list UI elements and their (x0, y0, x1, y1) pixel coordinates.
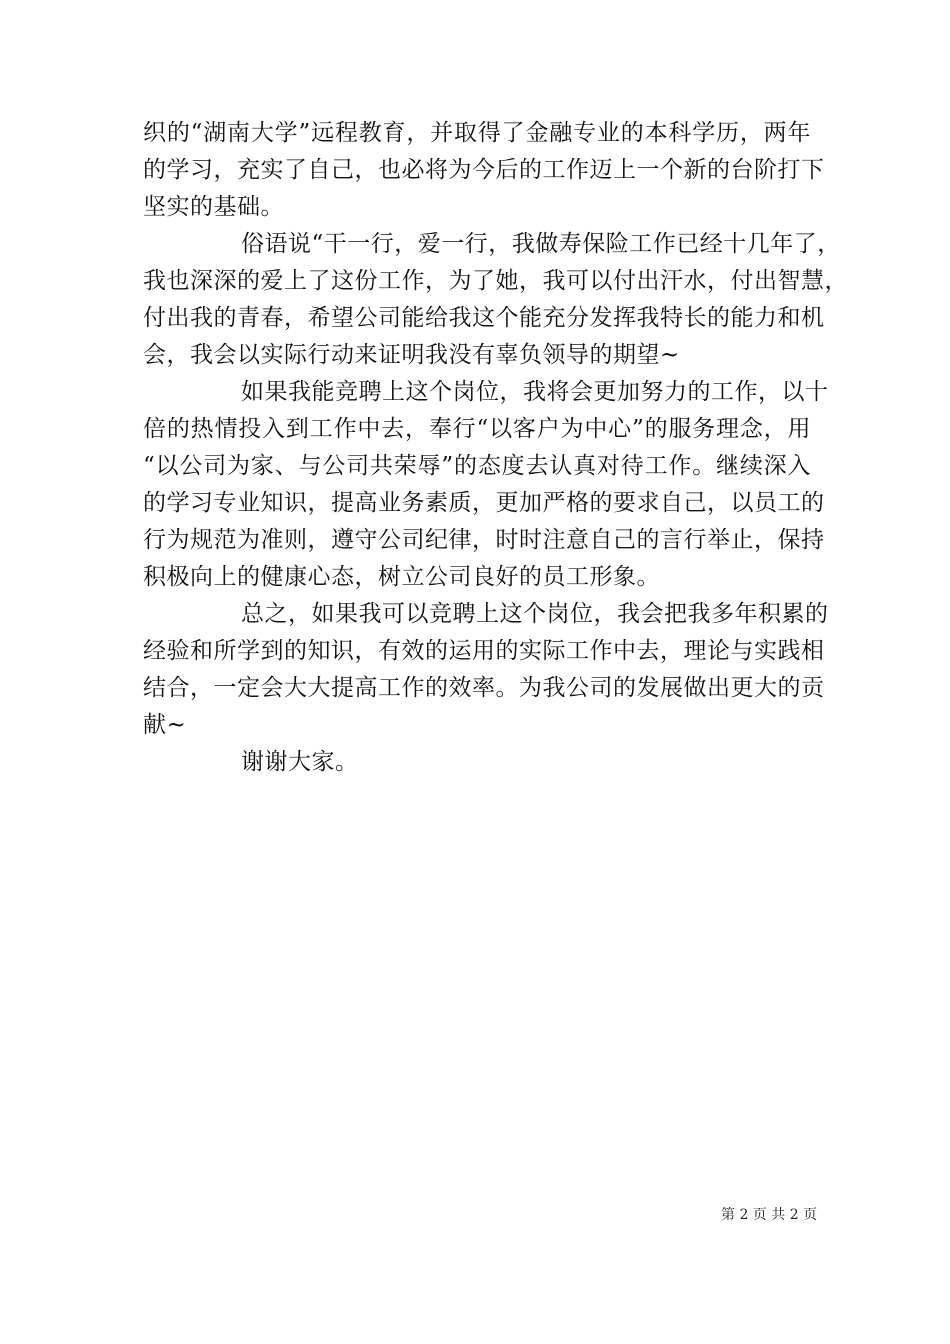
text-line: 织的“湖南大学”远程教育，并取得了金融专业的本科学历，两年 (143, 120, 811, 146)
text-line: 行为规范为准则，遵守公司纪律，时时注意自己的言行举止，保持 (143, 527, 825, 553)
text-line: 如果我能竞聘上这个岗位，我将会更加努力的工作，以十 (241, 379, 829, 405)
page-number-footer: 第 2 页 共 2 页 (721, 1207, 818, 1223)
text-line: 谢谢大家。 (241, 749, 359, 775)
text-line: 俗语说“干一行，爱一行，我做寿保险工作已经十几年了， (241, 231, 841, 257)
document-body (143, 115, 848, 781)
text-line: 我也深深的爱上了这份工作，为了她，我可以付出汗水，付出智慧， (143, 268, 848, 294)
paragraph-thanks (143, 744, 811, 781)
text-line: 积极向上的健康心态，树立公司良好的员工形象。 (143, 564, 660, 590)
text-line: 倍的热情投入到工作中去，奉行“以客户为中心”的服务理念，用 (143, 416, 811, 442)
text-line: 会，我会以实际行动来证明我没有辜负领导的期望~ (143, 342, 680, 368)
paragraph-education (143, 115, 825, 226)
text-line: 经验和所学到的知识，有效的运用的实际工作中去，理论与实践相 (143, 638, 825, 664)
text-line: “以公司为家、与公司共荣辱”的态度去认真对待工作。继续深入 (143, 453, 811, 479)
paragraph-conclusion (143, 596, 829, 744)
paragraph-career-love (143, 226, 848, 374)
text-line: 结合，一定会大大提高工作的效率。为我公司的发展做出更大的贡 (143, 675, 825, 701)
text-line: 的学习，充实了自己，也必将为今后的工作迈上一个新的台阶打下 (143, 157, 825, 183)
text-line: 坚实的基础。 (143, 194, 284, 220)
text-line: 献~ (143, 712, 187, 738)
text-line: 付出我的青春，希望公司能给我这个能充分发挥我特长的能力和机 (143, 305, 825, 331)
paragraph-commitment (143, 374, 829, 596)
text-line: 的学习专业知识，提高业务素质，更加严格的要求自己，以员工的 (143, 490, 825, 516)
text-line: 总之，如果我可以竞聘上这个岗位，我会把我多年积累的 (241, 601, 829, 627)
